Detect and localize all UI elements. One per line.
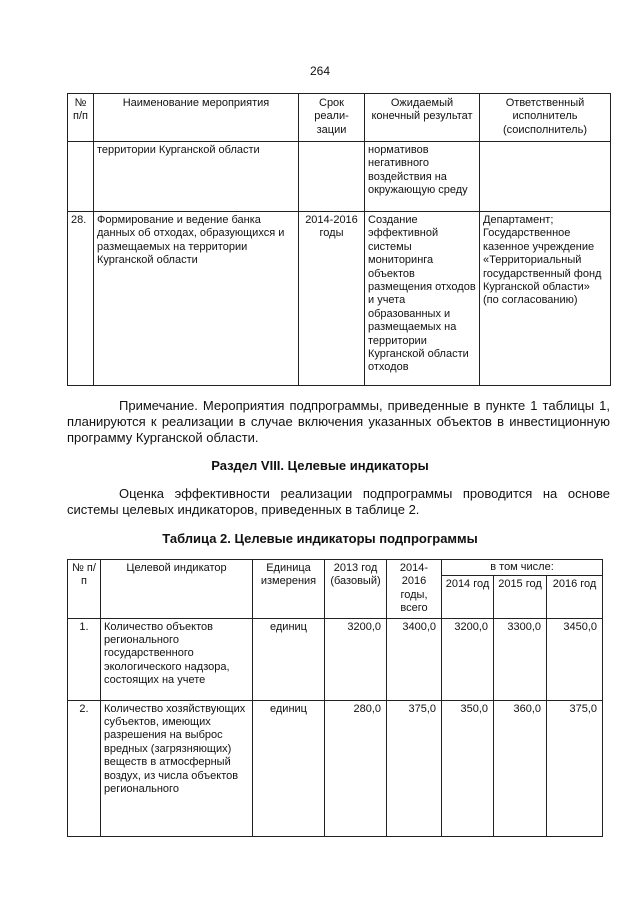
row-base: 3200,0 [325,618,387,700]
measures-table [67,93,611,386]
table2-title: Таблица 2. Целевые индикаторы подпрограммы [162,531,478,546]
row-num: 1. [68,618,101,700]
row-executor: Департамент; Государственное казенное учреждение «Территориальный государственный фонд Курганской области» (по согласованию) [480,212,611,386]
note-paragraph: Примечание. Мероприятия подпрограммы, приведенные в пункте 1 таблицы 1, планируются к реализации в случае включения указанных объектов в инвестиционную программу Курганской области. [67,398,610,445]
col-header-num: № п/п [68,560,101,619]
indicators-table [67,559,603,837]
table-header-row [68,560,603,576]
row-indicator: Количество объектов регионального государственного экологического надзора, состоящих на учете [101,618,253,700]
row-2016: 375,0 [547,700,603,836]
section-title: Раздел VIII. Целевые индикаторы [211,458,429,473]
col-header-indicator: Целевой индикатор [101,560,253,619]
row-name: Формирование и ведение банка данных об отходах, образующихся и размещаемых на территории Курганской области [94,212,299,386]
row-name: территории Курганской области [94,142,299,212]
table-row [68,142,611,212]
row-num [68,142,94,212]
table-header-row [68,94,611,142]
row-result: Создание эффективной системы мониторинга объектов размещения отходов и учета образованных и размещаемых на территории Курганской области отходов [365,212,480,386]
page-number: 264 [309,64,331,78]
row-total: 3400,0 [387,618,442,700]
table-row [68,618,603,700]
col-header-name: Наименование мероприятия [94,94,299,142]
row-num: 28. [68,212,94,386]
row-indicator: Количество хозяйствующих субъектов, имеющих разрешения на выброс вредных (загрязняющих) веществ в атмосферный воздух, из числа объектов регионального [101,700,253,836]
row-term: 2014-2016 годы [299,212,365,386]
row-2014: 3200,0 [442,618,494,700]
row-result: нормативов негативного воздействия на окружающую среду [365,142,480,212]
row-total: 375,0 [387,700,442,836]
col-header-executor: Ответственный исполнитель (соисполнитель) [480,94,611,142]
row-executor [480,142,611,212]
row-base: 280,0 [325,700,387,836]
col-header-result: Ожидаемый конечный результат [365,94,480,142]
row-unit: единиц [253,700,325,836]
row-2015: 3300,0 [494,618,547,700]
col-header-num: № п/п [68,94,94,142]
col-header-term: Срок реали-зации [299,94,365,142]
row-num: 2. [68,700,101,836]
row-term [299,142,365,212]
row-2014: 350,0 [442,700,494,836]
col-header-total: 2014-2016 годы, всего [387,560,442,619]
table-row [68,212,611,386]
row-2015: 360,0 [494,700,547,836]
row-unit: единиц [253,618,325,700]
col-header-including: в том числе: [442,560,603,576]
col-header-2015: 2015 год [494,576,547,618]
col-header-base: 2013 год (базовый) [325,560,387,619]
col-header-2014: 2014 год [442,576,494,618]
table-row [68,700,603,836]
col-header-2016: 2016 год [547,576,603,618]
section-paragraph: Оценка эффективности реализации подпрограммы проводится на основе системы целевых индикаторов, приведенных в таблице 2. [67,486,610,517]
row-2016: 3450,0 [547,618,603,700]
col-header-unit: Единица измерения [253,560,325,619]
